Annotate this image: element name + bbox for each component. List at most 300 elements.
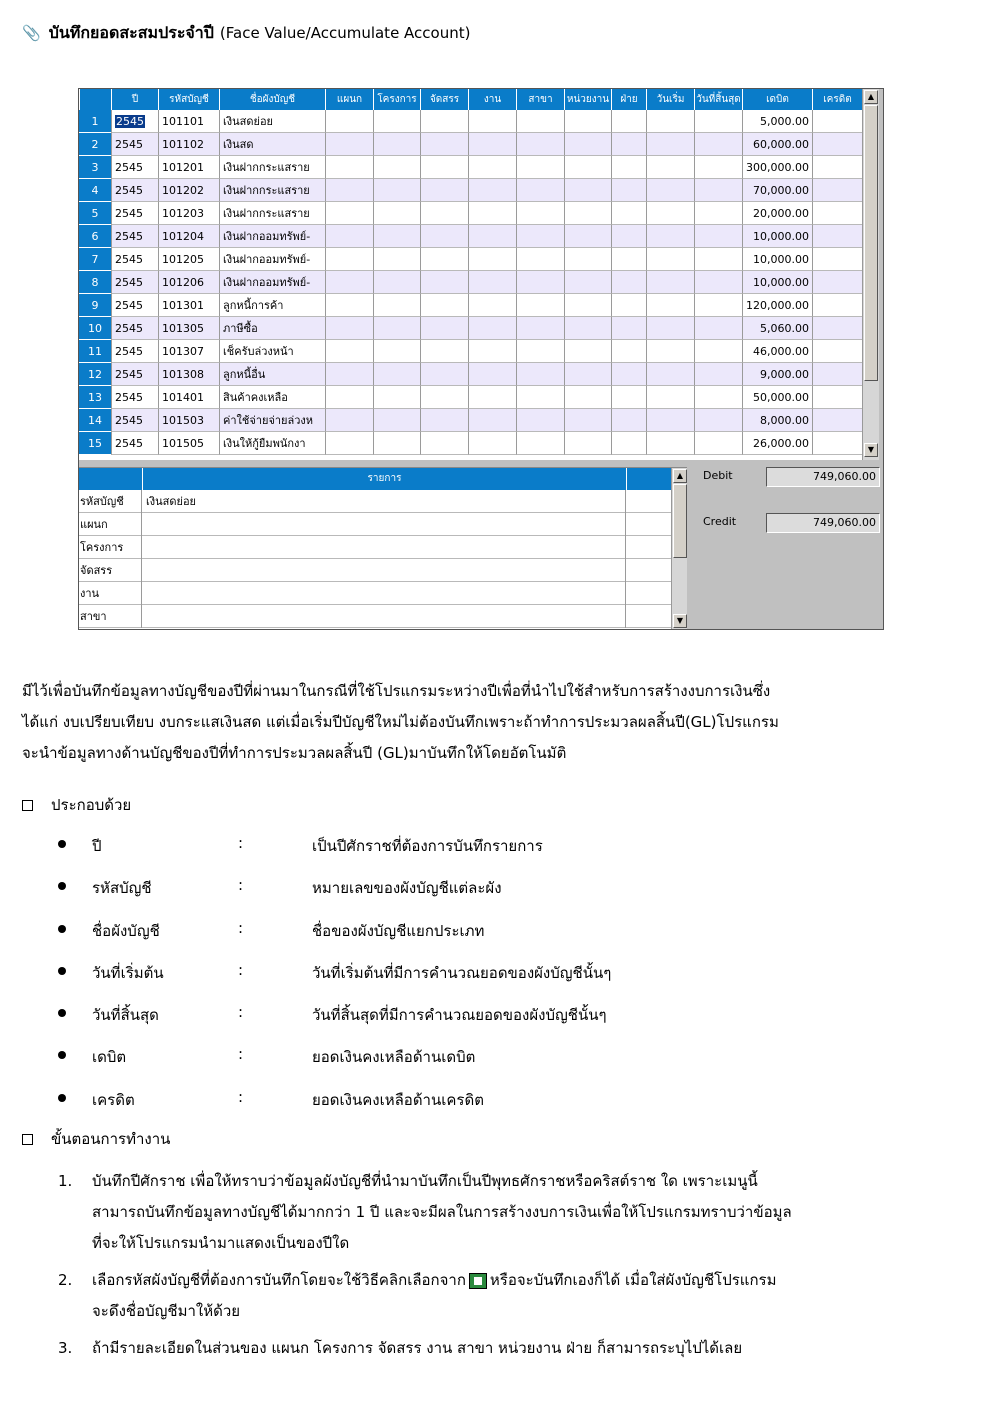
table-row[interactable] <box>79 386 862 409</box>
grid-cell[interactable] <box>325 179 373 202</box>
grid-cell[interactable] <box>325 133 373 156</box>
grid-cell[interactable] <box>611 363 646 386</box>
grid-cell[interactable] <box>516 202 564 225</box>
grid-cell[interactable] <box>611 179 646 202</box>
grid-cell[interactable] <box>646 317 694 340</box>
grid-cell[interactable] <box>516 271 564 294</box>
grid-cell[interactable]: 26,000.00 <box>742 432 812 455</box>
grid-cell[interactable]: เงินฝากกระแสราย <box>219 202 325 225</box>
grid-cell[interactable] <box>564 179 611 202</box>
grid-cell[interactable] <box>420 432 468 455</box>
scroll-down-button[interactable]: ▼ <box>864 443 878 457</box>
grid-cell[interactable] <box>516 409 564 432</box>
grid-column-header[interactable]: งาน <box>468 89 516 110</box>
grid-column-header[interactable]: วันเริ่ม <box>646 89 694 110</box>
grid-cell[interactable] <box>373 340 420 363</box>
grid-cell[interactable] <box>812 409 862 432</box>
detail-value[interactable]: เงินสดย่อย <box>142 490 626 513</box>
components-title: ประกอบด้วย <box>51 796 132 814</box>
bullet-icon <box>58 925 66 933</box>
grid-cell[interactable]: 101205 <box>158 248 219 271</box>
grid-cell[interactable] <box>564 225 611 248</box>
grid-cell[interactable]: 2545 <box>111 271 158 294</box>
field-colon: : <box>238 960 244 979</box>
grid-cell[interactable] <box>694 225 742 248</box>
grid-cell[interactable] <box>373 271 420 294</box>
grid-cell[interactable]: 101505 <box>158 432 219 455</box>
row-number[interactable]: 8 <box>79 271 111 294</box>
table-row[interactable] <box>79 225 862 248</box>
grid-cell[interactable]: ลูกหนี้การค้า <box>219 294 325 317</box>
detail-scroll-up-button[interactable]: ▲ <box>673 469 687 483</box>
grid-cell[interactable]: 5,060.00 <box>742 317 812 340</box>
description-line: ได้แก่ งบเปรียบเทียบ งบกระแสเงินสด แต่เมื่อเริ่มปีบัญชีใหม่ไม่ต้องบันทึกเพราะถ้าทำการประมวลผลสิ้นปี(GL)โปรแกรม <box>22 713 779 731</box>
grid-cell[interactable]: 2545 <box>111 386 158 409</box>
grid-cell[interactable] <box>611 271 646 294</box>
grid-cell[interactable] <box>468 110 516 133</box>
grid-cell[interactable] <box>611 386 646 409</box>
grid-cell[interactable]: เงินฝากออมทรัพย์- <box>219 248 325 271</box>
grid-cell[interactable]: เงินฝากกระแสราย <box>219 179 325 202</box>
grid-cell[interactable] <box>646 340 694 363</box>
grid-cell[interactable] <box>516 340 564 363</box>
grid-cell[interactable] <box>516 363 564 386</box>
grid-cell[interactable] <box>420 202 468 225</box>
detail-value[interactable] <box>142 513 626 536</box>
detail-scroll-thumb[interactable] <box>673 484 687 558</box>
grid-cell[interactable] <box>646 179 694 202</box>
grid-cell[interactable]: ภาษีซื้อ <box>219 317 325 340</box>
grid-cell[interactable] <box>420 386 468 409</box>
grid-cell[interactable]: เงินสด <box>219 133 325 156</box>
row-number[interactable]: 14 <box>79 409 111 432</box>
credit-label: Credit <box>703 515 737 528</box>
grid-cell[interactable] <box>694 248 742 271</box>
row-number[interactable]: 6 <box>79 225 111 248</box>
grid-cell[interactable] <box>646 156 694 179</box>
section-subtitle: (Face Value/Accumulate Account) <box>219 24 471 42</box>
grid-cell[interactable] <box>468 225 516 248</box>
grid-cell[interactable] <box>812 133 862 156</box>
grid-cell[interactable] <box>694 179 742 202</box>
grid-cell[interactable] <box>611 110 646 133</box>
grid-cell[interactable] <box>373 110 420 133</box>
grid-cell[interactable] <box>468 432 516 455</box>
grid-cell[interactable] <box>373 248 420 271</box>
row-number[interactable]: 9 <box>79 294 111 317</box>
detail-row <box>79 536 671 559</box>
grid-column-header[interactable]: เครดิต <box>812 89 862 110</box>
grid-cell[interactable] <box>611 225 646 248</box>
grid-cell[interactable] <box>646 133 694 156</box>
credit-total-field: 749,060.00 <box>766 513 880 533</box>
table-row[interactable] <box>79 432 862 455</box>
grid-cell[interactable]: 101307 <box>158 340 219 363</box>
grid-cell[interactable] <box>468 294 516 317</box>
grid-cell[interactable] <box>646 225 694 248</box>
row-number[interactable]: 13 <box>79 386 111 409</box>
grid-cell[interactable] <box>325 225 373 248</box>
grid-cell[interactable] <box>325 156 373 179</box>
grid-cell[interactable] <box>325 294 373 317</box>
row-number[interactable]: 5 <box>79 202 111 225</box>
grid-cell[interactable] <box>373 409 420 432</box>
table-row[interactable] <box>79 363 862 386</box>
row-number[interactable]: 2 <box>79 133 111 156</box>
field-description: ชื่อของผังบัญชีแยกประเภท <box>312 921 485 940</box>
row-number[interactable]: 7 <box>79 248 111 271</box>
grid-cell[interactable] <box>468 409 516 432</box>
grid-cell[interactable] <box>516 386 564 409</box>
grid-cell[interactable] <box>564 271 611 294</box>
grid-cell[interactable] <box>812 110 862 133</box>
grid-cell[interactable]: 101202 <box>158 179 219 202</box>
grid-cell[interactable] <box>373 179 420 202</box>
table-row[interactable] <box>79 248 862 271</box>
grid-cell[interactable]: เงินให้กู้ยืมพนักงา <box>219 432 325 455</box>
detail-label: งาน <box>79 582 142 605</box>
grid-cell[interactable] <box>646 271 694 294</box>
grid-cell[interactable] <box>611 409 646 432</box>
grid-cell[interactable] <box>516 110 564 133</box>
grid-cell[interactable]: 101503 <box>158 409 219 432</box>
grid-cell[interactable] <box>468 202 516 225</box>
grid-cell[interactable] <box>564 340 611 363</box>
grid-cell[interactable]: 2545 <box>111 317 158 340</box>
grid-cell[interactable]: 2545 <box>111 202 158 225</box>
grid-cell[interactable]: 10,000.00 <box>742 225 812 248</box>
grid-cell[interactable]: 2545 <box>111 225 158 248</box>
grid-cell[interactable] <box>373 363 420 386</box>
detail-value[interactable] <box>142 605 626 628</box>
grid-cell[interactable] <box>516 225 564 248</box>
grid-cell[interactable] <box>564 156 611 179</box>
grid-cell[interactable] <box>420 133 468 156</box>
grid-cell[interactable] <box>812 271 862 294</box>
scroll-thumb[interactable] <box>864 105 878 381</box>
step-text: จะดึงชื่อบัญชีมาให้ด้วย <box>92 1302 241 1320</box>
grid-cell[interactable] <box>646 386 694 409</box>
grid-cell[interactable]: 20,000.00 <box>742 202 812 225</box>
procedure-heading <box>22 1127 170 1151</box>
grid-cell[interactable]: เงินฝากออมทรัพย์- <box>219 271 325 294</box>
grid-cell[interactable] <box>468 133 516 156</box>
grid-cell[interactable] <box>468 363 516 386</box>
table-row[interactable] <box>79 156 862 179</box>
field-name: ชื่อผังบัญชี <box>92 921 160 940</box>
grid-cell[interactable] <box>646 432 694 455</box>
grid-cell[interactable] <box>564 110 611 133</box>
grid-cell[interactable]: เงินสดย่อย <box>219 110 325 133</box>
grid-cell[interactable]: 60,000.00 <box>742 133 812 156</box>
grid-cell[interactable] <box>646 248 694 271</box>
grid-cell[interactable] <box>468 386 516 409</box>
table-row[interactable] <box>79 340 862 363</box>
table-row[interactable] <box>79 110 862 133</box>
grid-cell[interactable] <box>420 156 468 179</box>
field-colon: : <box>238 1003 244 1022</box>
row-number[interactable]: 15 <box>79 432 111 455</box>
grid-cell[interactable]: 101301 <box>158 294 219 317</box>
row-number[interactable]: 12 <box>79 363 111 386</box>
grid-cell[interactable]: เงินฝากกระแสราย <box>219 156 325 179</box>
detail-value[interactable] <box>142 582 626 605</box>
grid-cell[interactable] <box>516 294 564 317</box>
grid-cell[interactable] <box>564 133 611 156</box>
grid-cell[interactable]: เช็ครับล่วงหน้า <box>219 340 325 363</box>
field-name: เครดิต <box>92 1090 135 1109</box>
row-number[interactable]: 10 <box>79 317 111 340</box>
grid-cell[interactable] <box>812 363 862 386</box>
detail-vertical-scrollbar[interactable] <box>671 468 687 630</box>
grid-cell[interactable]: สินค้าคงเหลือ <box>219 386 325 409</box>
grid-cell[interactable]: 2545 <box>111 156 158 179</box>
grid-cell[interactable] <box>325 317 373 340</box>
grid-cell[interactable]: 10,000.00 <box>742 248 812 271</box>
grid-cell[interactable] <box>325 386 373 409</box>
grid-cell[interactable] <box>646 294 694 317</box>
grid-cell[interactable] <box>373 317 420 340</box>
grid-cell[interactable]: 2545 <box>111 409 158 432</box>
procedure-step <box>58 1166 948 1259</box>
grid-cell[interactable] <box>325 340 373 363</box>
grid-cell[interactable] <box>694 363 742 386</box>
grid-cell[interactable] <box>564 294 611 317</box>
grid-cell[interactable] <box>468 179 516 202</box>
grid-cell[interactable] <box>516 248 564 271</box>
table-row[interactable] <box>79 317 862 340</box>
grid-cell[interactable] <box>373 386 420 409</box>
grid-cell[interactable] <box>325 409 373 432</box>
grid-cell[interactable] <box>420 294 468 317</box>
detail-header: รายการ <box>143 468 626 490</box>
grid-cell[interactable] <box>564 386 611 409</box>
grid-cell[interactable]: 2545 <box>111 294 158 317</box>
grid-cell[interactable] <box>694 340 742 363</box>
grid-cell[interactable] <box>694 432 742 455</box>
grid-cell[interactable] <box>516 156 564 179</box>
grid-cell[interactable]: 50,000.00 <box>742 386 812 409</box>
grid-cell[interactable]: เงินฝากออมทรัพย์- <box>219 225 325 248</box>
debit-total-field: 749,060.00 <box>766 467 880 487</box>
grid-cell[interactable] <box>564 432 611 455</box>
grid-cell[interactable] <box>420 110 468 133</box>
grid-cell[interactable] <box>325 110 373 133</box>
grid-cell[interactable] <box>812 156 862 179</box>
grid-cell[interactable] <box>646 363 694 386</box>
table-row[interactable] <box>79 271 862 294</box>
grid-cell[interactable] <box>468 340 516 363</box>
accounts-grid <box>79 89 862 460</box>
grid-column-header[interactable]: แผนก <box>325 89 373 110</box>
grid-cell[interactable] <box>694 409 742 432</box>
row-number[interactable]: 11 <box>79 340 111 363</box>
table-row[interactable] <box>79 202 862 225</box>
grid-cell[interactable] <box>611 248 646 271</box>
grid-cell[interactable] <box>812 386 862 409</box>
description-line: จะนำข้อมูลทางด้านบัญชีของปีที่ทำการประมวลผลสิ้นปี (GL)มาบันทึกให้โดยอัตโนมัติ <box>22 744 567 762</box>
scroll-up-button[interactable]: ▲ <box>864 90 878 104</box>
grid-cell[interactable] <box>420 317 468 340</box>
row-number[interactable]: 4 <box>79 179 111 202</box>
step-number: 2. <box>58 1271 73 1289</box>
grid-cell[interactable] <box>564 363 611 386</box>
field-colon: : <box>238 876 244 895</box>
detail-value[interactable] <box>142 536 626 559</box>
grid-cell[interactable]: ค่าใช้จ่ายจ่ายล่วงห <box>219 409 325 432</box>
grid-cell[interactable] <box>812 225 862 248</box>
grid-column-header[interactable]: รหัสบัญชี <box>158 89 219 110</box>
grid-cell[interactable]: 9,000.00 <box>742 363 812 386</box>
grid-cell[interactable]: 101102 <box>158 133 219 156</box>
grid-cell[interactable] <box>812 248 862 271</box>
grid-column-header[interactable]: สาขา <box>516 89 564 110</box>
grid-column-header[interactable]: ชื่อผังบัญชี <box>219 89 325 110</box>
grid-cell[interactable]: ลูกหนี้อื่น <box>219 363 325 386</box>
grid-cell[interactable]: 101206 <box>158 271 219 294</box>
grid-cell[interactable]: 101201 <box>158 156 219 179</box>
grid-cell[interactable] <box>564 317 611 340</box>
grid-cell[interactable] <box>611 432 646 455</box>
grid-cell[interactable] <box>420 225 468 248</box>
grid-cell[interactable] <box>373 432 420 455</box>
description-line: มีไว้เพื่อบันทึกข้อมูลทางบัญชีของปีที่ผ่านมาในกรณีที่ใช้โปรแกรมระหว่างปีเพื่อที่นำไปใช้สำหรับการสร้างงบการเงินซึ่ง <box>22 682 771 700</box>
grid-cell[interactable] <box>694 202 742 225</box>
grid-cell[interactable] <box>611 294 646 317</box>
grid-cell[interactable] <box>325 248 373 271</box>
grid-cell[interactable]: 101101 <box>158 110 219 133</box>
grid-cell[interactable] <box>373 294 420 317</box>
grid-cell[interactable] <box>812 432 862 455</box>
row-number[interactable]: 3 <box>79 156 111 179</box>
grid-cell[interactable] <box>611 156 646 179</box>
grid-cell[interactable]: 101308 <box>158 363 219 386</box>
grid-column-header[interactable]: หน่วยงาน <box>564 89 611 110</box>
grid-cell[interactable] <box>646 202 694 225</box>
grid-cell[interactable] <box>694 133 742 156</box>
row-number[interactable]: 1 <box>79 110 111 133</box>
grid-cell[interactable]: 2545 <box>111 133 158 156</box>
grid-cell[interactable] <box>611 202 646 225</box>
grid-cell[interactable] <box>564 409 611 432</box>
grid-cell[interactable] <box>325 202 373 225</box>
table-row[interactable] <box>79 409 862 432</box>
grid-cell[interactable]: 101305 <box>158 317 219 340</box>
grid-cell[interactable]: 2545 <box>111 363 158 386</box>
grid-cell[interactable] <box>468 248 516 271</box>
grid-cell[interactable]: 2545 <box>111 340 158 363</box>
grid-cell[interactable] <box>468 271 516 294</box>
grid-cell[interactable] <box>694 317 742 340</box>
field-description: เป็นปีศักราชที่ต้องการบันทึกรายการ <box>312 837 543 855</box>
grid-cell[interactable] <box>812 294 862 317</box>
grid-cell[interactable] <box>373 202 420 225</box>
detail-row <box>79 513 671 536</box>
step-text: สามารถบันทึกข้อมูลทางบัญชีได้มากกว่า 1 ปี และจะมีผลในการสร้างงบการเงินเพื่อให้โปรแกรมทราบว่าข้อมูล <box>92 1203 792 1221</box>
table-row[interactable] <box>79 294 862 317</box>
grid-cell[interactable]: 101204 <box>158 225 219 248</box>
grid-cell[interactable] <box>564 202 611 225</box>
grid-cell[interactable] <box>325 271 373 294</box>
grid-cell[interactable] <box>111 110 158 133</box>
detail-scroll-down-button[interactable]: ▼ <box>673 614 687 628</box>
bullet-icon <box>58 1051 66 1059</box>
grid-cell[interactable] <box>420 409 468 432</box>
grid-cell[interactable] <box>325 432 373 455</box>
grid-cell[interactable]: 10,000.00 <box>742 271 812 294</box>
grid-column-header[interactable]: ฝ่าย <box>611 89 646 110</box>
table-row[interactable] <box>79 133 862 156</box>
grid-cell[interactable]: 2545 <box>111 432 158 455</box>
section-heading <box>22 20 470 46</box>
grid-cell[interactable]: 46,000.00 <box>742 340 812 363</box>
grid-cell[interactable] <box>812 179 862 202</box>
detail-row <box>79 559 671 582</box>
detail-value[interactable] <box>142 559 626 582</box>
grid-column-header[interactable]: วันที่สิ้นสุด <box>694 89 742 110</box>
grid-cell[interactable] <box>373 225 420 248</box>
grid-cell[interactable] <box>611 317 646 340</box>
grid-cell[interactable] <box>516 179 564 202</box>
grid-cell[interactable] <box>468 156 516 179</box>
grid-cell[interactable] <box>694 294 742 317</box>
grid-column-header[interactable]: โครงการ <box>373 89 420 110</box>
grid-column-header[interactable] <box>79 89 111 110</box>
grid-cell[interactable] <box>420 340 468 363</box>
grid-cell[interactable] <box>516 317 564 340</box>
field-description: วันที่เริ่มต้นที่มีการคำนวณยอดของผังบัญชีนั้นๆ <box>312 963 612 982</box>
grid-column-header[interactable]: เดบิต <box>742 89 812 110</box>
grid-cell[interactable] <box>611 340 646 363</box>
grid-cell[interactable]: 300,000.00 <box>742 156 812 179</box>
grid-cell[interactable] <box>373 133 420 156</box>
grid-cell[interactable] <box>420 363 468 386</box>
grid-cell[interactable]: 2545 <box>111 248 158 271</box>
grid-column-header[interactable]: จัดสรร <box>420 89 468 110</box>
grid-cell[interactable] <box>420 248 468 271</box>
grid-cell[interactable]: 2545 <box>111 179 158 202</box>
grid-cell[interactable] <box>325 363 373 386</box>
grid-cell[interactable] <box>812 317 862 340</box>
grid-cell[interactable] <box>812 340 862 363</box>
grid-cell[interactable]: 70,000.00 <box>742 179 812 202</box>
grid-cell[interactable] <box>516 432 564 455</box>
grid-cell[interactable]: 101401 <box>158 386 219 409</box>
grid-cell[interactable]: 5,000.00 <box>742 110 812 133</box>
table-row[interactable] <box>79 179 862 202</box>
grid-cell[interactable] <box>420 271 468 294</box>
grid-cell[interactable]: 120,000.00 <box>742 294 812 317</box>
grid-cell[interactable] <box>420 179 468 202</box>
grid-cell[interactable]: 101203 <box>158 202 219 225</box>
grid-cell[interactable] <box>564 248 611 271</box>
grid-column-header[interactable]: ปี <box>111 89 158 110</box>
grid-cell[interactable] <box>646 409 694 432</box>
grid-cell[interactable] <box>468 317 516 340</box>
grid-cell[interactable] <box>694 386 742 409</box>
grid-header <box>79 89 862 110</box>
grid-vertical-scrollbar[interactable] <box>862 89 879 460</box>
grid-cell[interactable] <box>812 202 862 225</box>
grid-cell[interactable] <box>516 133 564 156</box>
grid-cell[interactable] <box>694 156 742 179</box>
grid-cell[interactable] <box>611 133 646 156</box>
grid-cell[interactable] <box>694 110 742 133</box>
grid-cell[interactable] <box>646 110 694 133</box>
grid-cell[interactable] <box>373 156 420 179</box>
grid-cell[interactable]: 8,000.00 <box>742 409 812 432</box>
grid-cell[interactable] <box>694 271 742 294</box>
